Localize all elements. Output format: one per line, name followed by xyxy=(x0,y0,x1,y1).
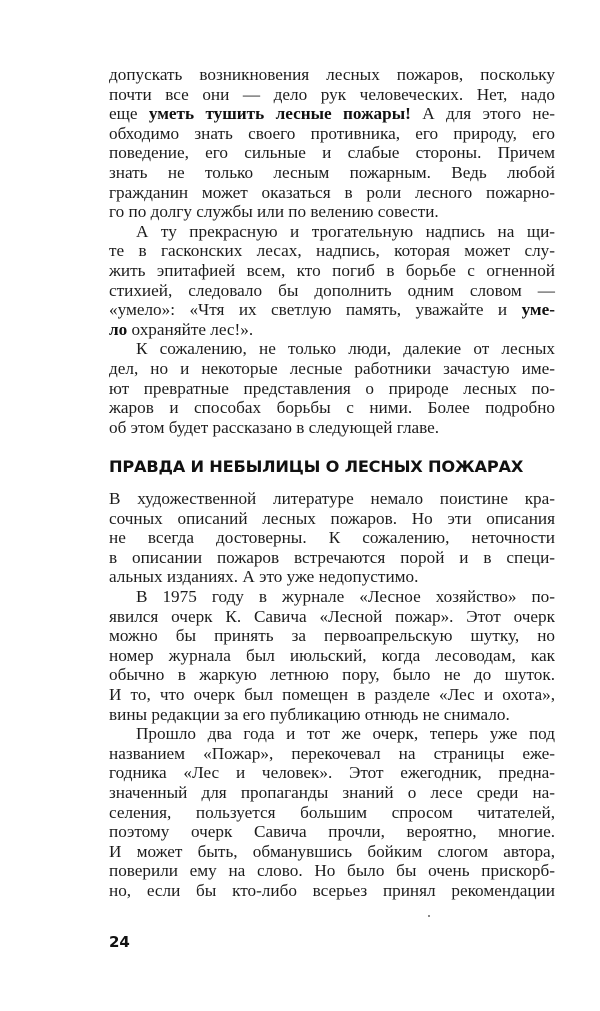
text-line xyxy=(109,222,555,242)
text-run: в описании пожаров встречаются порой и в специ- xyxy=(109,547,555,567)
text-run: гражданин может оказаться в роли лесного пожарно- xyxy=(109,182,555,202)
text-line xyxy=(109,626,555,646)
text-run: явился очерк К. Савича «Лесной пожар». Этот очерк xyxy=(109,606,555,626)
text-run: вины редакции за его публикацию отнюдь не снимало. xyxy=(109,704,510,724)
text-run: поэтому очерк Савича прочли, вероятно, многие. xyxy=(109,822,555,842)
section-heading: ПРАВДА И НЕБЫЛИЦЫ О ЛЕСНЫХ ПОЖАРАХ xyxy=(109,457,524,476)
text-line xyxy=(109,339,555,359)
scan-speck xyxy=(428,915,430,917)
paragraph xyxy=(109,489,555,587)
text-line xyxy=(109,783,555,803)
text-line xyxy=(109,587,555,607)
text-line xyxy=(109,300,555,320)
text-line xyxy=(109,744,555,764)
text-run: номер журнала был июльский, когда лесоводам, как xyxy=(109,645,555,665)
paragraph xyxy=(109,724,555,900)
text-run: А ту прекрасную и трогательную надпись на щи- xyxy=(136,221,555,241)
text-line xyxy=(109,607,555,627)
text-run: жить эпитафией всем, кто погиб в борьбе с огненной xyxy=(109,260,555,280)
text-line xyxy=(109,803,555,823)
text-line xyxy=(109,528,555,548)
text-line xyxy=(109,65,555,85)
text-run: названием «Пожар», перекочевал на страницы еже- xyxy=(109,743,555,763)
text-run: селения, пользуется большим спросом читателей, xyxy=(109,802,555,822)
text-line xyxy=(109,705,555,725)
text-line xyxy=(109,665,555,685)
paragraph xyxy=(109,222,555,340)
text-run: И то, что очерк был помещен в разделе «Лес и охота», xyxy=(109,684,555,704)
text-line xyxy=(109,143,555,163)
text-run: почти все они — дело рук человеческих. Нет, надо xyxy=(109,84,555,104)
text-run: К сожалению, не только люди, далекие от лесных xyxy=(136,339,555,359)
text-line xyxy=(109,85,555,105)
text-run: те в гасконских лесах, надпись, которая может слу- xyxy=(109,241,555,261)
text-run: но, если бы кто-либо всерьез принял рекомендации xyxy=(109,880,555,900)
text-run: В 1975 году в журнале «Лесное хозяйство» по- xyxy=(136,586,555,606)
text-run: поведение, его сильные и слабые стороны. Причем xyxy=(109,143,555,163)
text-line xyxy=(109,359,555,379)
text-line xyxy=(109,724,555,744)
text-run: не всегда достоверны. К сожалению, неточности xyxy=(109,528,555,548)
text-run: Прошло два года и тот же очерк, теперь уже под xyxy=(136,724,555,744)
text-line xyxy=(109,822,555,842)
text-line xyxy=(109,489,555,509)
text-run: дел, но и некоторые лесные работники зачастую име- xyxy=(109,358,555,378)
text-run: го по долгу службы или по велению совести. xyxy=(109,202,439,222)
text-run: «умело»: «Чтя их светлую память, уважайте и xyxy=(109,300,522,320)
text-line xyxy=(109,241,555,261)
text-run: И может быть, обманувшись бойким слогом автора, xyxy=(109,841,555,861)
text-run: значенный для пропаганды знаний о лесе среди на- xyxy=(109,782,555,802)
text-run: альных изданиях. А это уже недопустимо. xyxy=(109,567,419,587)
text-run: обычно в жаркую летнюю пору, было не до шуток. xyxy=(109,665,555,685)
text-line xyxy=(109,567,555,587)
text-line xyxy=(109,202,555,222)
text-run: об этом будет рассказано в следующей главе. xyxy=(109,417,440,437)
paragraph xyxy=(109,587,555,724)
text-block-bottom xyxy=(109,489,555,900)
text-run: обходимо знать своего противника, его природу, его xyxy=(109,123,555,143)
text-run: охраняйте лес!». xyxy=(127,319,254,339)
text-line xyxy=(109,509,555,529)
text-line xyxy=(109,861,555,881)
text-run: А для этого не- xyxy=(410,104,555,124)
paragraph xyxy=(109,339,555,437)
text-line xyxy=(109,646,555,666)
bold-emphasis: уме- xyxy=(521,300,555,320)
text-run: еще xyxy=(109,104,149,124)
text-line xyxy=(109,163,555,183)
text-line xyxy=(109,685,555,705)
text-line xyxy=(109,104,555,124)
text-run: стихией, следовало бы дополнить одним словом — xyxy=(109,280,555,300)
text-line xyxy=(109,281,555,301)
bold-emphasis: ло xyxy=(109,319,128,339)
text-line xyxy=(109,261,555,281)
text-run: ют превратные представления о природе лесных по- xyxy=(109,378,555,398)
text-run: можно бы принять за первоапрельскую шутку, но xyxy=(109,626,555,646)
text-run: сочных описаний лесных пожаров. Но эти описания xyxy=(109,508,555,528)
text-line xyxy=(109,183,555,203)
text-block-top xyxy=(109,65,555,437)
text-line xyxy=(109,842,555,862)
text-line xyxy=(109,124,555,144)
text-line xyxy=(109,763,555,783)
text-line xyxy=(109,881,555,901)
text-run: допускать возникновения лесных пожаров, поскольку xyxy=(109,65,555,84)
text-run: знать не только лесным пожарным. Ведь любой xyxy=(109,162,555,182)
text-run: жаров и способах борьбы с ними. Более подробно xyxy=(109,398,555,418)
text-run: поверили ему на слово. Но было бы очень прискорб- xyxy=(109,861,555,881)
text-line xyxy=(109,379,555,399)
text-run: годника «Лес и человек». Этот ежегодник, предна- xyxy=(109,763,555,783)
text-line xyxy=(109,398,555,418)
text-run: В художественной литературе немало поистине кра- xyxy=(109,489,555,508)
text-line xyxy=(109,418,555,438)
text-line xyxy=(109,320,555,340)
paragraph xyxy=(109,65,555,222)
bold-emphasis: уметь тушить лесные пожары! xyxy=(148,104,411,124)
page-number: 24 xyxy=(109,933,130,951)
text-line xyxy=(109,548,555,568)
